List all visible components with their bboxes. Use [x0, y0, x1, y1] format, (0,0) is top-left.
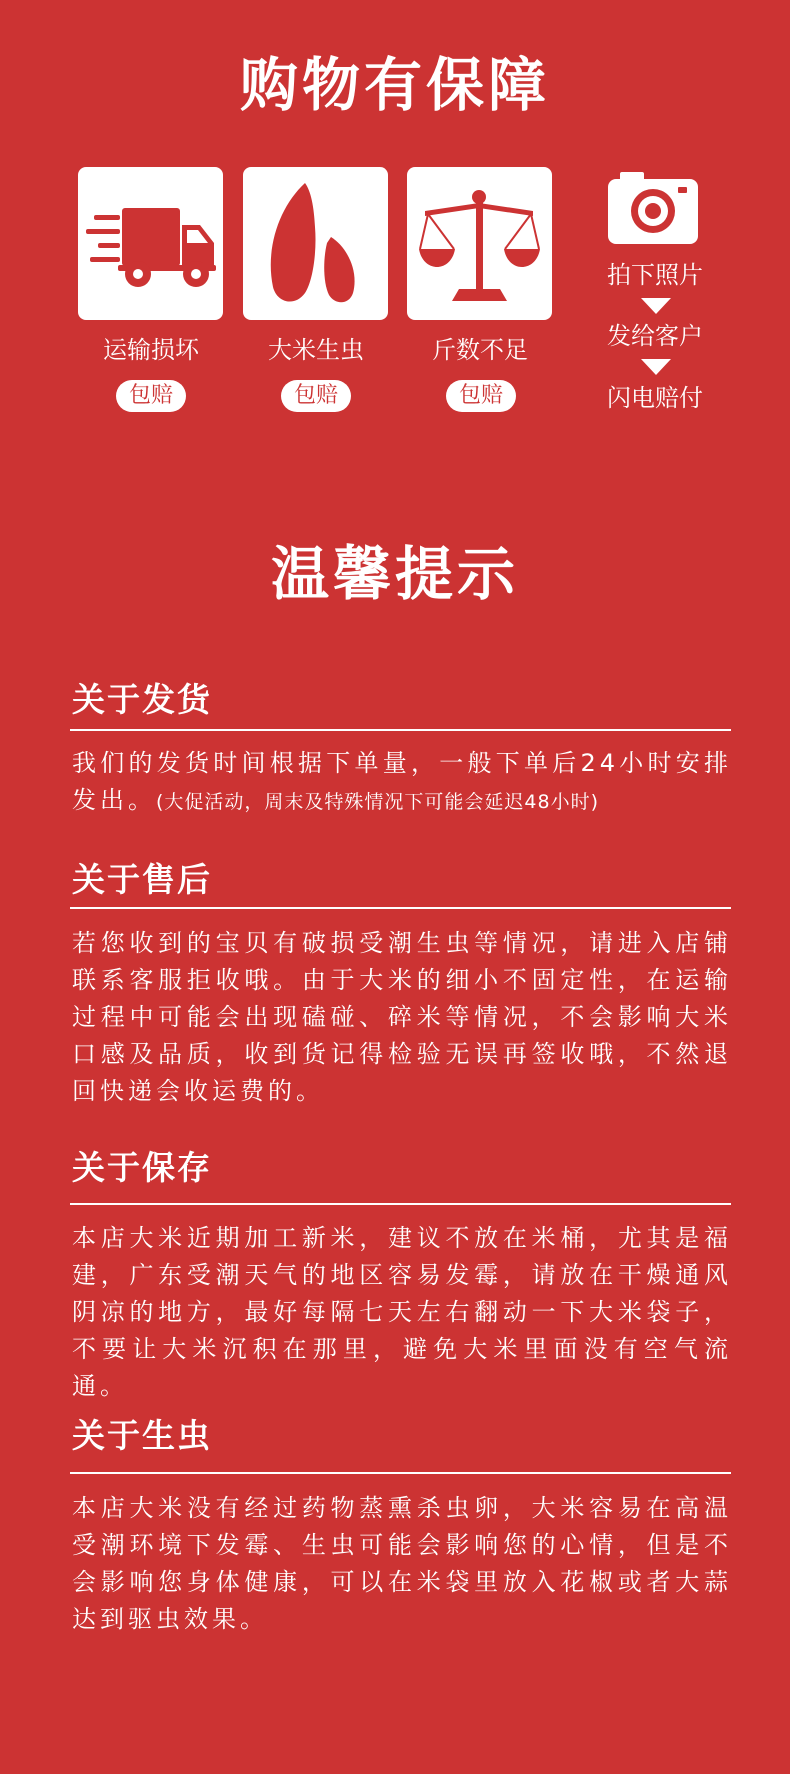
shipping-text: 我们的发货时间根据下单量，一般下单后24小时安排发出。 — [72, 749, 732, 814]
section-heading-storage: 关于保存 — [72, 1148, 212, 1187]
delivery-truck-icon — [78, 167, 223, 320]
section-heading-shipping: 关于发货 — [72, 680, 212, 719]
divider — [70, 1472, 731, 1474]
section-heading-insects: 关于生虫 — [72, 1416, 212, 1455]
tips-title: 温馨提示 — [270, 540, 519, 608]
section-body-shipping — [72, 745, 732, 821]
divider — [70, 729, 731, 731]
divider — [70, 1203, 731, 1205]
compensation-badge-transport: 包赔 — [116, 380, 186, 412]
rice-insect-tile — [243, 167, 388, 320]
transport-damage-tile — [78, 167, 223, 320]
section-body-after-sales: 若您收到的宝贝有破损受潮生虫等情况，请进入店铺联系客服拒收哦。由于大米的细小不固定性，在运输过程中可能会出现磕碰、碎米等情况，不会影响大米口感及品质，收到货记得检验无误再签收哦，不然退回快递会收运费的。 — [72, 929, 732, 1105]
claim-step-compensate: 闪电赔付 — [607, 384, 703, 412]
divider — [70, 907, 731, 909]
weight-shortage-tile — [407, 167, 552, 320]
balance-scale-icon — [407, 167, 552, 320]
compensation-badge-weight: 包赔 — [446, 380, 516, 412]
rice-grain-icon — [243, 167, 388, 320]
guarantee-label-insect: 大米生虫 — [268, 336, 364, 364]
claim-step-photo: 拍下照片 — [607, 261, 703, 289]
compensation-badge-insect: 包赔 — [281, 380, 351, 412]
shipping-note: (大促活动，周末及特殊情况下可能会延迟48小时) — [156, 791, 600, 813]
camera-icon — [608, 172, 698, 244]
guarantee-label-transport: 运输损坏 — [103, 336, 199, 364]
arrow-down-icon — [641, 359, 671, 375]
guarantee-title: 购物有保障 — [239, 51, 550, 119]
section-body-insects: 本店大米没有经过药物蒸熏杀虫卵，大米容易在高温受潮环境下发霉、生虫可能会影响您的心情，但是不会影响您身体健康，可以在米袋里放入花椒或者大蒜达到驱虫效果。 — [72, 1494, 732, 1633]
section-heading-after-sales: 关于售后 — [72, 860, 212, 899]
guarantee-label-weight: 斤数不足 — [432, 336, 528, 364]
section-body-storage: 本店大米近期加工新米，建议不放在米桶，尤其是福建，广东受潮天气的地区容易发霉，请放在干燥通风阴凉的地方，最好每隔七天左右翻动一下大米袋子，不要让大米沉积在那里，避免大米里面没有空气流通。 — [72, 1224, 732, 1400]
arrow-down-icon — [641, 298, 671, 314]
claim-step-send: 发给客户 — [607, 322, 703, 350]
